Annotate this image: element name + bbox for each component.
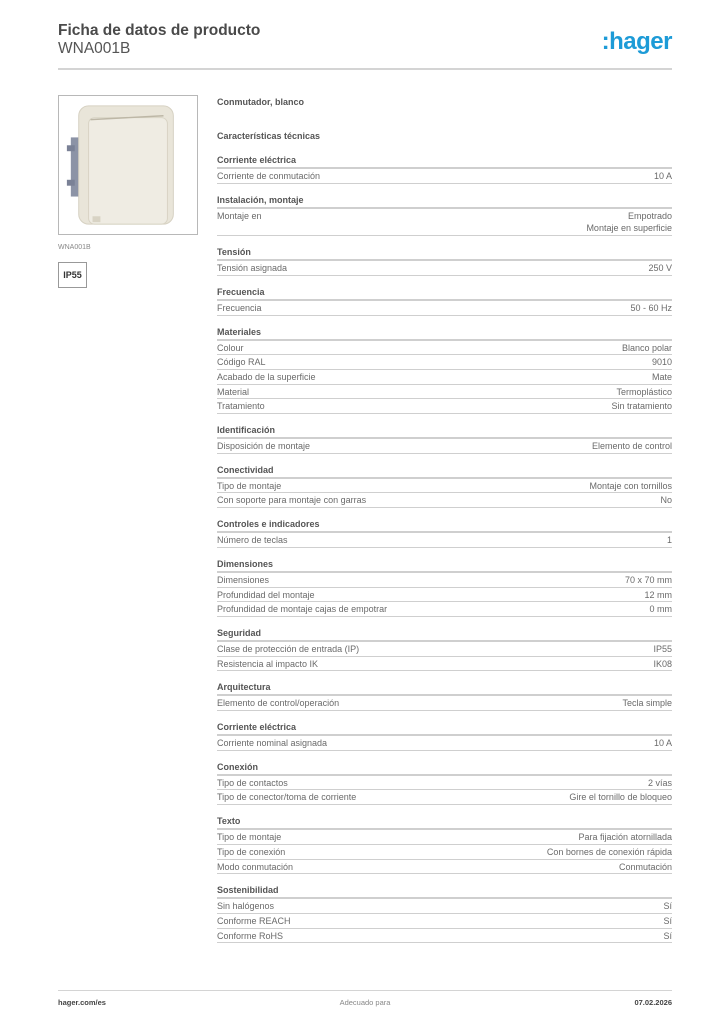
section-title: Instalación, montaje xyxy=(217,194,672,209)
spec-label: Profundidad de montaje cajas de empotrar xyxy=(217,604,388,615)
spec-section xyxy=(217,464,672,508)
spec-label: Tratamiento xyxy=(217,401,265,412)
spec-value-line: Con bornes de conexión rápida xyxy=(546,846,672,857)
spec-label: Resistencia al impacto IK xyxy=(217,658,319,669)
spec-section xyxy=(217,246,672,276)
spec-value xyxy=(653,643,672,656)
spec-row xyxy=(217,845,672,860)
spec-value-line: 250 V xyxy=(648,263,672,274)
spec-row xyxy=(217,385,672,400)
image-caption: WNA001B xyxy=(58,244,91,251)
section-title: Corriente eléctrica xyxy=(217,154,672,169)
spec-label: Profundidad del montaje xyxy=(217,589,315,600)
spec-value xyxy=(569,791,672,804)
spec-value-line: IK08 xyxy=(653,658,672,669)
spec-value xyxy=(663,930,672,943)
spec-value-line: Para fijación atornillada xyxy=(578,832,672,843)
spec-value-line: 70 x 70 mm xyxy=(624,574,672,585)
spec-label: Clase de protección de entrada (IP) xyxy=(217,643,360,654)
ip-rating-badge: IP55 xyxy=(58,262,87,288)
spec-value-line: Elemento de control xyxy=(591,441,672,452)
spec-value-line: Gire el tornillo de bloqueo xyxy=(569,792,672,803)
spec-value-line: Tecla simple xyxy=(622,698,672,709)
spec-value xyxy=(663,915,672,928)
spec-value xyxy=(644,589,672,602)
spec-value xyxy=(547,846,672,859)
spec-label: Modo conmutación xyxy=(217,861,294,872)
spec-section xyxy=(217,681,672,711)
spec-row xyxy=(217,370,672,385)
spec-row xyxy=(217,533,672,548)
spec-row xyxy=(217,860,672,875)
spec-section xyxy=(217,627,672,671)
spec-value xyxy=(586,210,672,235)
spec-section xyxy=(217,194,672,236)
spec-section xyxy=(217,815,672,874)
spec-section xyxy=(217,424,672,454)
technical-characteristics-title: Características técnicas xyxy=(217,131,321,141)
hager-logo: :hager xyxy=(601,28,672,55)
spec-value xyxy=(630,302,672,315)
spec-label: Tensión asignada xyxy=(217,263,288,274)
spec-label: Colour xyxy=(217,342,244,353)
spec-value-line: Empotrado xyxy=(627,210,672,221)
product-switch-image-icon xyxy=(59,96,197,234)
section-title: Corriente eléctrica xyxy=(217,721,672,736)
spec-value xyxy=(611,400,672,413)
spec-content xyxy=(217,95,672,953)
spec-value-line: Sin tratamiento xyxy=(611,401,672,412)
spec-section xyxy=(217,721,672,751)
spec-value-line: 9010 xyxy=(651,357,672,368)
spec-value-line: Blanco polar xyxy=(621,342,672,353)
spec-row xyxy=(217,914,672,929)
spec-section xyxy=(217,286,672,316)
spec-value-line: IP55 xyxy=(653,643,672,654)
spec-row xyxy=(217,642,672,657)
spec-section xyxy=(217,558,672,617)
spec-row xyxy=(217,657,672,672)
product-name: Conmutador, blanco xyxy=(217,97,305,107)
spec-value xyxy=(654,170,672,183)
footer-center-text: Adecuado para xyxy=(339,998,391,1007)
section-title: Seguridad xyxy=(217,627,672,642)
product-image xyxy=(58,95,198,235)
section-title: Dimensiones xyxy=(217,558,672,573)
spec-label: Frecuencia xyxy=(217,302,262,313)
spec-value xyxy=(648,262,672,275)
footer-date: 07.02.2026 xyxy=(634,998,672,1007)
spec-row xyxy=(217,355,672,370)
spec-value xyxy=(619,861,672,874)
spec-value xyxy=(663,900,672,913)
spec-row xyxy=(217,899,672,914)
spec-label: Tipo de conexión xyxy=(217,846,286,857)
spec-value-line: Sí xyxy=(663,930,672,941)
spec-section xyxy=(217,326,672,415)
spec-value-line: 0 mm xyxy=(649,604,672,615)
spec-row xyxy=(217,341,672,356)
section-title: Controles e indicadores xyxy=(217,518,672,533)
spec-label: Acabado de la superficie xyxy=(217,371,316,382)
spec-value-line: 2 vías xyxy=(647,777,672,788)
page-header xyxy=(58,22,672,58)
spec-label: Con soporte para montaje con garras xyxy=(217,495,367,506)
spec-value-line: 10 A xyxy=(653,738,672,749)
spec-value-line: Conmutación xyxy=(618,861,672,872)
spec-row xyxy=(217,696,672,711)
document-title: Ficha de datos de producto xyxy=(58,22,261,39)
spec-value xyxy=(660,494,672,507)
spec-value xyxy=(654,737,672,750)
spec-value xyxy=(667,534,672,547)
spec-value xyxy=(650,603,673,616)
section-title: Conexión xyxy=(217,761,672,776)
spec-row xyxy=(217,439,672,454)
spec-row xyxy=(217,261,672,276)
spec-row xyxy=(217,588,672,603)
spec-value-line: Montaje con tornillos xyxy=(589,480,672,491)
spec-value xyxy=(652,356,672,369)
spec-value-line: 1 xyxy=(666,535,672,546)
spec-label: Tipo de montaje xyxy=(217,832,282,843)
spec-label: Número de teclas xyxy=(217,535,288,546)
spec-row xyxy=(217,479,672,494)
spec-row xyxy=(217,399,672,414)
spec-section xyxy=(217,761,672,805)
section-title: Texto xyxy=(217,815,672,830)
spec-row xyxy=(217,830,672,845)
spec-label: Material xyxy=(217,386,250,397)
section-title: Identificación xyxy=(217,424,672,439)
spec-row xyxy=(217,776,672,791)
spec-value-line: Termoplástico xyxy=(616,386,672,397)
spec-row xyxy=(217,929,672,944)
spec-label: Elemento de control/operación xyxy=(217,698,340,709)
section-title: Frecuencia xyxy=(217,286,672,301)
spec-value xyxy=(653,658,672,671)
spec-label: Corriente de conmutación xyxy=(217,171,321,181)
spec-label: Tipo de montaje xyxy=(217,480,282,491)
spec-row xyxy=(217,573,672,588)
spec-section xyxy=(217,884,672,943)
spec-label: Tipo de contactos xyxy=(217,777,288,788)
spec-value xyxy=(578,831,672,844)
spec-label: Conforme REACH xyxy=(217,915,291,926)
footer-divider xyxy=(58,990,672,991)
section-title: Sostenibilidad xyxy=(217,884,672,899)
spec-row xyxy=(217,736,672,751)
section-title: Conectividad xyxy=(217,464,672,479)
spec-section xyxy=(217,154,672,184)
spec-label: Dimensiones xyxy=(217,574,270,585)
spec-label: Conforme RoHS xyxy=(217,930,284,941)
spec-value-line: Mate xyxy=(651,371,672,382)
spec-value xyxy=(622,342,672,355)
spec-value xyxy=(648,777,672,790)
spec-row xyxy=(217,209,672,236)
spec-value xyxy=(592,440,672,453)
spec-row xyxy=(217,790,672,805)
spec-value-line: No xyxy=(660,495,672,506)
header-divider xyxy=(58,68,672,70)
footer-website-link[interactable]: hager.com/es xyxy=(58,998,106,1007)
spec-value-line: 50 - 60 Hz xyxy=(630,302,672,313)
spec-row xyxy=(217,602,672,617)
spec-row xyxy=(217,301,672,316)
spec-label: Código RAL xyxy=(217,357,266,368)
spec-value xyxy=(616,386,672,399)
spec-value-line: Sí xyxy=(663,915,672,926)
spec-sections xyxy=(217,154,672,943)
spec-value xyxy=(652,371,672,384)
spec-value xyxy=(622,697,672,710)
spec-section xyxy=(217,518,672,548)
spec-value xyxy=(625,574,672,587)
product-code: WNA001B xyxy=(58,40,131,57)
spec-row xyxy=(217,493,672,508)
spec-label: Montaje en xyxy=(217,210,262,221)
spec-label: Disposición de montaje xyxy=(217,441,311,452)
section-title: Tensión xyxy=(217,246,672,261)
spec-label: Tipo de conector/toma de corriente xyxy=(217,792,357,803)
spec-value xyxy=(589,480,672,493)
spec-value-line: Sí xyxy=(663,901,672,912)
section-title: Materiales xyxy=(217,326,672,341)
spec-value-line: 10 A xyxy=(653,171,672,181)
spec-value-line: Montaje en superficie xyxy=(586,223,672,234)
section-title: Arquitectura xyxy=(217,681,672,696)
spec-row xyxy=(217,169,672,184)
spec-value-line: 12 mm xyxy=(644,589,672,600)
spec-label: Corriente nominal asignada xyxy=(217,738,328,749)
spec-label: Sin halógenos xyxy=(217,901,275,912)
